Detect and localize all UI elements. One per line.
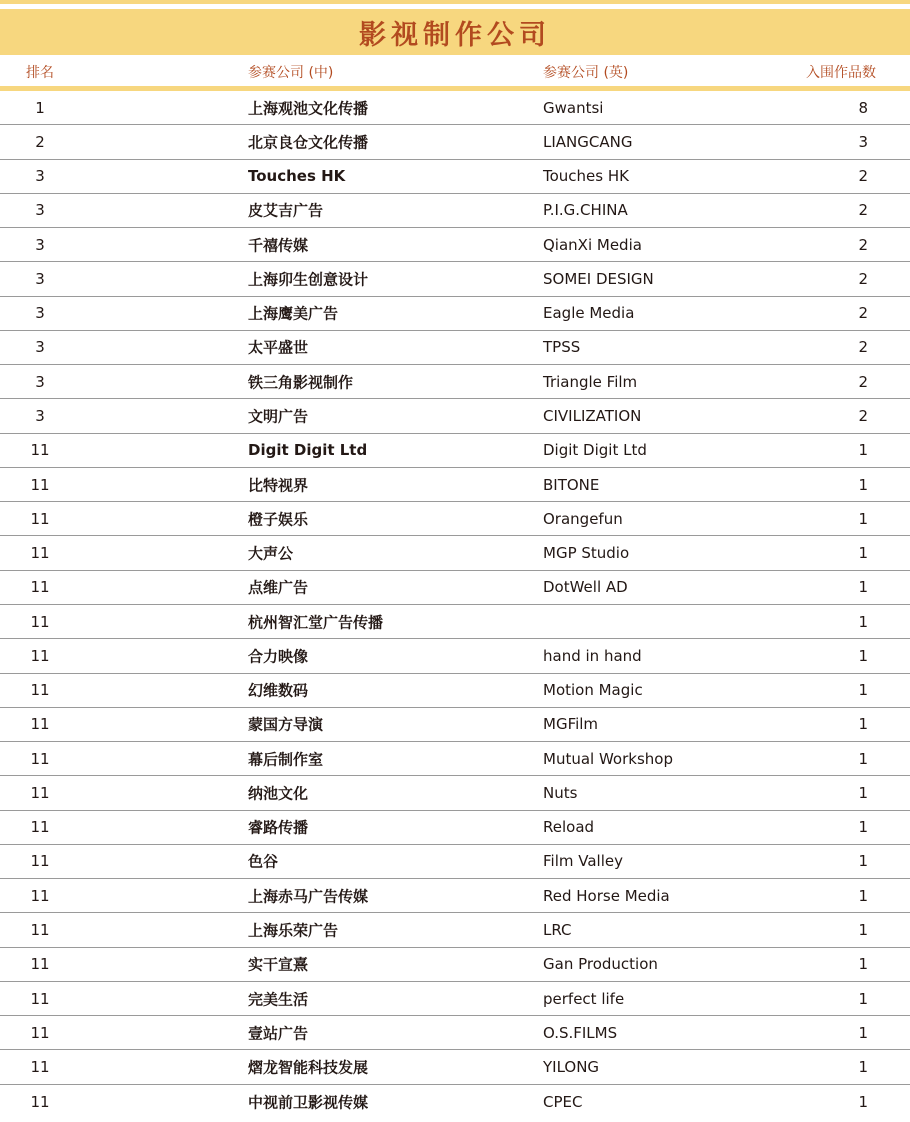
cell-name-en: Mutual Workshop bbox=[543, 749, 673, 768]
cell-name-en: CPEC bbox=[543, 1092, 583, 1111]
cell-count: 1 bbox=[858, 955, 868, 974]
header-name-cn: 参赛公司 (中) bbox=[248, 65, 334, 81]
cell-rank: 3 bbox=[35, 372, 45, 391]
cell-name-en: Red Horse Media bbox=[543, 886, 670, 905]
table-row bbox=[0, 365, 910, 399]
cell-rank: 11 bbox=[30, 715, 50, 734]
cell-rank: 3 bbox=[35, 167, 45, 186]
cell-name-en: YILONG bbox=[543, 1058, 600, 1077]
cell-rank: 11 bbox=[30, 646, 50, 665]
cell-name-cn: 色谷 bbox=[248, 852, 279, 871]
cell-name-en: MGP Studio bbox=[543, 544, 630, 563]
cell-name-en: Reload bbox=[543, 818, 595, 837]
title-band bbox=[0, 9, 910, 55]
table-row bbox=[0, 605, 910, 639]
cell-name-en: Digit Digit Ltd bbox=[543, 441, 647, 460]
cell-name-en: SOMEI DESIGN bbox=[543, 269, 654, 288]
table-row bbox=[0, 502, 910, 536]
cell-name-cn: 铁三角影视制作 bbox=[248, 373, 354, 392]
cell-count: 1 bbox=[858, 441, 868, 460]
header-count: 入围作品数 bbox=[806, 65, 876, 81]
cell-name-en: Triangle Film bbox=[543, 372, 638, 391]
cell-count: 1 bbox=[858, 818, 868, 837]
cell-name-en: BITONE bbox=[543, 475, 600, 494]
cell-rank: 2 bbox=[35, 132, 45, 151]
cell-name-cn: 蒙国方导演 bbox=[248, 715, 324, 734]
table-row bbox=[0, 1016, 910, 1050]
cell-count: 1 bbox=[858, 921, 868, 939]
cell-rank: 3 bbox=[35, 269, 45, 288]
cell-name-en: CIVILIZATION bbox=[543, 407, 642, 426]
table-row bbox=[0, 708, 910, 742]
cell-name-cn: 实干宣熹 bbox=[248, 955, 309, 974]
cell-name-en: P.I.G.CHINA bbox=[543, 201, 628, 220]
table-row bbox=[0, 194, 910, 228]
cell-rank: 11 bbox=[30, 681, 50, 700]
cell-count: 1 bbox=[858, 544, 868, 563]
cell-name-cn: 文明广告 bbox=[248, 407, 309, 426]
cell-count: 8 bbox=[858, 98, 868, 117]
cell-name-cn: 北京良仓文化传播 bbox=[248, 133, 369, 152]
cell-name-cn: 大声公 bbox=[248, 544, 294, 563]
cell-rank: 11 bbox=[30, 578, 50, 597]
table-row bbox=[0, 982, 910, 1016]
table-row bbox=[0, 811, 910, 845]
cell-name-en: Touches HK bbox=[543, 167, 629, 186]
cell-rank: 11 bbox=[30, 544, 50, 563]
table-header bbox=[0, 58, 910, 84]
cell-name-en: hand in hand bbox=[543, 646, 642, 665]
cell-name-cn: 完美生活 bbox=[248, 990, 309, 1009]
table-row bbox=[0, 331, 910, 365]
cell-count: 1 bbox=[858, 578, 868, 597]
cell-rank: 3 bbox=[35, 338, 45, 357]
cell-rank: 11 bbox=[30, 886, 50, 905]
cell-name-cn: 幕后制作室 bbox=[248, 750, 324, 769]
cell-rank: 11 bbox=[30, 921, 50, 939]
cell-rank: 3 bbox=[35, 201, 45, 220]
cell-name-en: Orangefun bbox=[543, 509, 623, 528]
cell-rank: 11 bbox=[30, 749, 50, 768]
table-row bbox=[0, 776, 910, 810]
cell-rank: 11 bbox=[30, 441, 50, 460]
cell-name-cn: 上海鹰美广告 bbox=[248, 304, 339, 323]
cell-name-en: LRC bbox=[543, 921, 572, 939]
cell-count: 2 bbox=[858, 201, 868, 220]
cell-rank: 11 bbox=[30, 989, 50, 1008]
cell-name-en: Gwantsi bbox=[543, 98, 604, 117]
cell-count: 1 bbox=[858, 886, 868, 905]
cell-name-cn: 上海卯生创意设计 bbox=[248, 270, 369, 289]
cell-rank: 11 bbox=[30, 852, 50, 871]
cell-count: 1 bbox=[858, 1092, 868, 1111]
cell-count: 1 bbox=[858, 1058, 868, 1077]
cell-name-en: O.S.FILMS bbox=[543, 1023, 618, 1042]
cell-name-cn: 壹站广告 bbox=[248, 1024, 309, 1043]
cell-count: 1 bbox=[858, 783, 868, 802]
cell-name-cn: 幻维数码 bbox=[248, 681, 309, 700]
cell-count: 1 bbox=[858, 475, 868, 494]
cell-rank: 11 bbox=[30, 955, 50, 974]
cell-name-cn: 睿路传播 bbox=[248, 818, 309, 837]
table-row bbox=[0, 536, 910, 570]
cell-name-en: Eagle Media bbox=[543, 304, 635, 323]
cell-rank: 11 bbox=[30, 509, 50, 528]
cell-rank: 3 bbox=[35, 304, 45, 323]
cell-count: 2 bbox=[858, 372, 868, 391]
table-row bbox=[0, 297, 910, 331]
page-title: 影视制作公司 bbox=[359, 19, 551, 51]
cell-count: 1 bbox=[858, 852, 868, 871]
table-row bbox=[0, 845, 910, 879]
cell-count: 2 bbox=[858, 338, 868, 357]
cell-rank: 11 bbox=[30, 1092, 50, 1111]
cell-count: 1 bbox=[858, 749, 868, 768]
table-row bbox=[0, 399, 910, 433]
cell-count: 2 bbox=[858, 167, 868, 186]
cell-rank: 11 bbox=[30, 1058, 50, 1077]
cell-name-cn: 点维广告 bbox=[248, 578, 309, 597]
cell-name-cn: 中视前卫影视传媒 bbox=[248, 1093, 369, 1112]
table-row bbox=[0, 228, 910, 262]
table-row bbox=[0, 948, 910, 982]
table-row bbox=[0, 468, 910, 502]
table-row bbox=[0, 571, 910, 605]
table-row bbox=[0, 434, 910, 468]
table-row bbox=[0, 742, 910, 776]
cell-name-en: TPSS bbox=[543, 338, 581, 357]
cell-name-en: perfect life bbox=[543, 989, 625, 1008]
table-row bbox=[0, 879, 910, 913]
table-row bbox=[0, 160, 910, 194]
cell-name-cn: 熠龙智能科技发展 bbox=[248, 1058, 369, 1077]
cell-name-cn: Touches HK bbox=[248, 167, 346, 186]
cell-count: 1 bbox=[858, 989, 868, 1008]
cell-name-cn: 上海赤马广告传媒 bbox=[248, 887, 369, 906]
cell-name-en: Motion Magic bbox=[543, 681, 643, 700]
cell-name-cn: 合力映像 bbox=[248, 647, 309, 666]
cell-count: 2 bbox=[858, 235, 868, 254]
cell-name-cn: Digit Digit Ltd bbox=[248, 441, 368, 460]
cell-name-en: MGFilm bbox=[543, 715, 599, 734]
table-row bbox=[0, 125, 910, 159]
cell-rank: 11 bbox=[30, 612, 50, 631]
ranking-table bbox=[0, 91, 910, 1119]
table-row bbox=[0, 639, 910, 673]
cell-name-en: Film Valley bbox=[543, 852, 623, 871]
header-rank: 排名 bbox=[26, 65, 54, 81]
cell-name-cn: 橙子娱乐 bbox=[248, 510, 309, 529]
cell-count: 1 bbox=[858, 612, 868, 631]
cell-name-cn: 千禧传媒 bbox=[248, 236, 309, 255]
cell-count: 3 bbox=[858, 132, 868, 151]
table-row bbox=[0, 1050, 910, 1084]
cell-rank: 1 bbox=[35, 98, 45, 117]
cell-rank: 3 bbox=[35, 407, 45, 426]
top-stripe bbox=[0, 0, 910, 4]
cell-count: 1 bbox=[858, 509, 868, 528]
cell-name-en: DotWell AD bbox=[543, 578, 628, 597]
cell-name-cn: 上海观池文化传播 bbox=[248, 99, 369, 118]
header-name-en: 参赛公司 (英) bbox=[543, 65, 629, 81]
cell-name-cn: 纳池文化 bbox=[248, 784, 309, 803]
table-row bbox=[0, 674, 910, 708]
table-row bbox=[0, 91, 910, 125]
cell-rank: 11 bbox=[30, 475, 50, 494]
cell-count: 2 bbox=[858, 269, 868, 288]
cell-count: 2 bbox=[858, 304, 868, 323]
cell-name-cn: 比特视界 bbox=[248, 476, 309, 495]
cell-count: 1 bbox=[858, 646, 868, 665]
cell-rank: 11 bbox=[30, 1023, 50, 1042]
cell-name-cn: 皮艾吉广告 bbox=[248, 201, 324, 220]
cell-name-cn: 太平盛世 bbox=[248, 338, 309, 357]
table-row bbox=[0, 1085, 910, 1119]
cell-count: 1 bbox=[858, 1023, 868, 1042]
cell-name-en: QianXi Media bbox=[543, 235, 642, 254]
cell-count: 1 bbox=[858, 681, 868, 700]
cell-name-cn: 杭州智汇堂广告传播 bbox=[248, 613, 384, 632]
cell-rank: 11 bbox=[30, 783, 50, 802]
cell-count: 1 bbox=[858, 715, 868, 734]
cell-rank: 11 bbox=[30, 818, 50, 837]
cell-name-en: Nuts bbox=[543, 783, 578, 802]
cell-count: 2 bbox=[858, 407, 868, 426]
cell-rank: 3 bbox=[35, 235, 45, 254]
cell-name-cn: 上海乐荣广告 bbox=[248, 921, 339, 940]
cell-name-en: Gan Production bbox=[543, 955, 658, 974]
cell-name-en: LIANGCANG bbox=[543, 132, 633, 151]
table-row bbox=[0, 913, 910, 947]
table-row bbox=[0, 262, 910, 296]
